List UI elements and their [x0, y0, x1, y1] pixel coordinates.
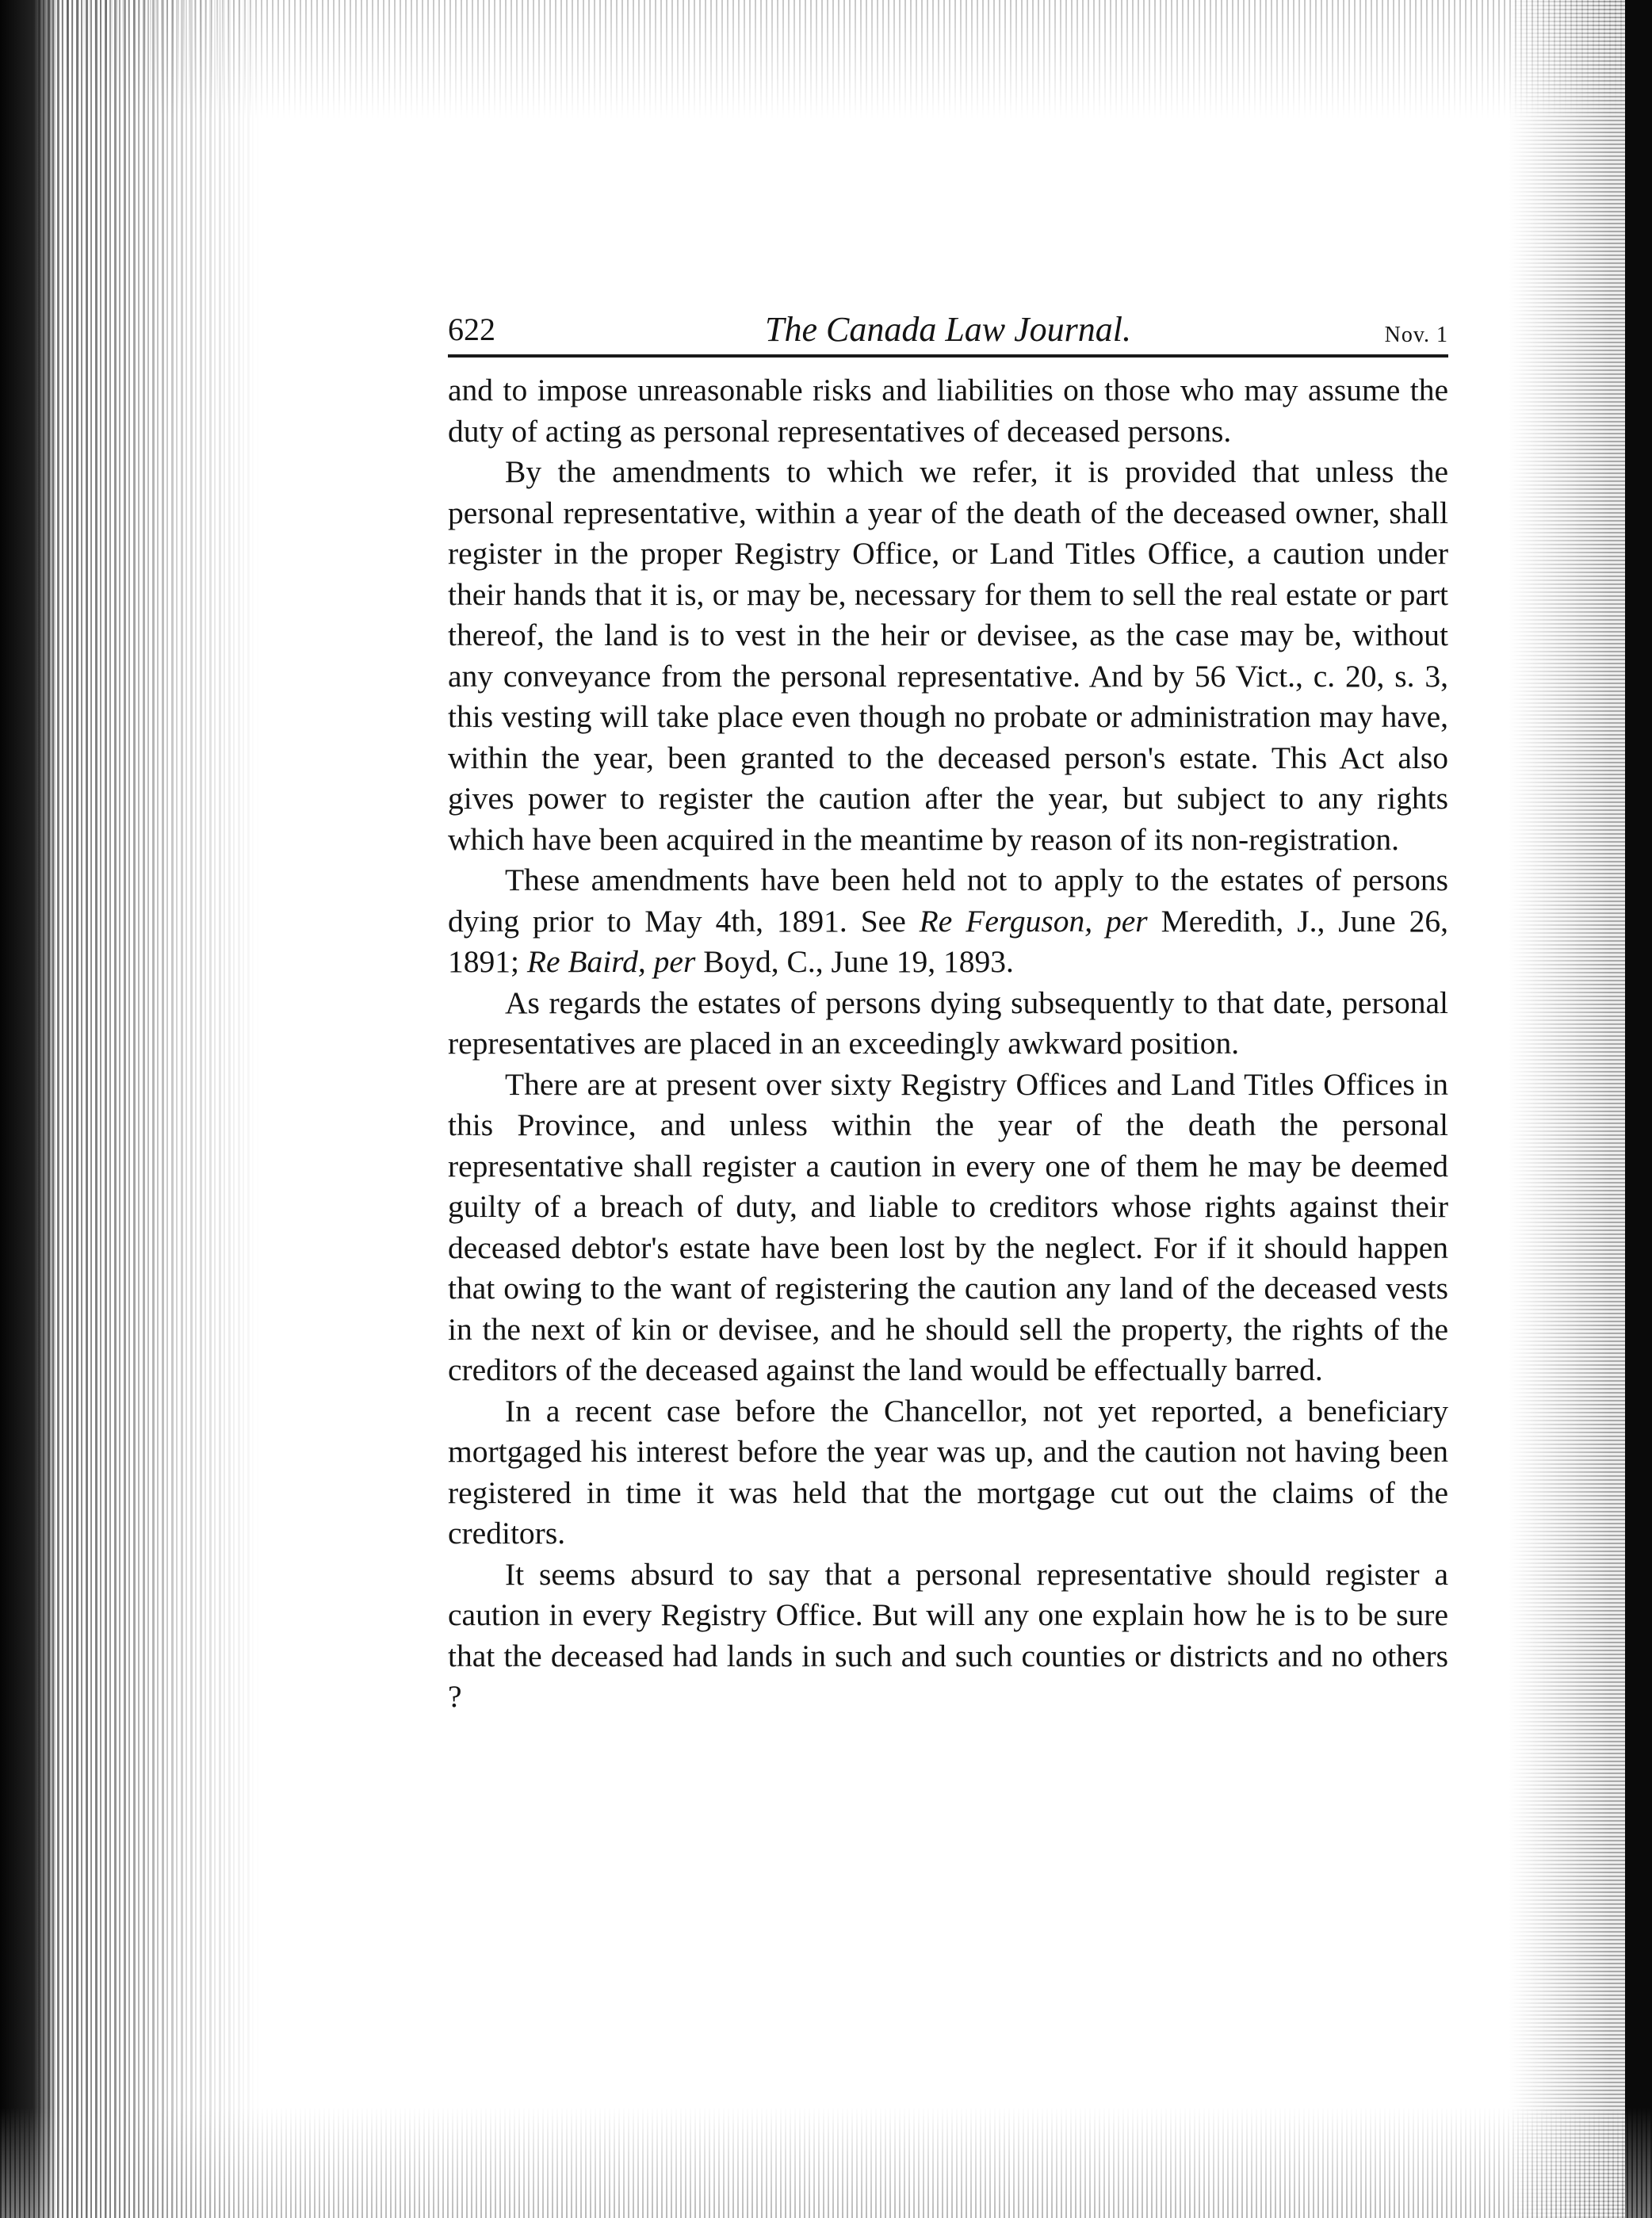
- case-citation-ferguson: Re Ferguson, per: [919, 903, 1148, 939]
- scan-edge-left-binding: [0, 0, 55, 2218]
- paragraph-7: It seems absurd to say that a personal representative should register a caution in every Registry Office. But will any one explain how he is to be sure that the deceased had lands in such and such counties or districts and no others ?: [448, 1556, 1448, 1714]
- paragraph-2: By the amendments to which we refer, it is provided that unless the personal representative, within a year of the death of the deceased owner, shall register in the proper Registry Office, or Land Titles Office, a caution under their hands that it is, or may be, necessary for them to sell the real estate or part thereof, the land is to vest in the heir or devisee, as the case may be, without any conveyance from the personal representative. And by 56 Vict., c. 20, s. 3, this vesting will take place even though no probate or administration may have, within the year, been granted to the deceased person's estate. This Act also gives power to register the caution after the year, but subject to any rights which have been acquired in the meantime by reason of its non-registration.: [448, 454, 1448, 857]
- paragraph-1: and to impose unreasonable risks and liabilities on those who may assume the duty of acting as personal representatives of deceased persons.: [448, 373, 1448, 449]
- paragraph-6: In a recent case before the Chancellor, not yet reported, a beneficiary mortgaged his interest before the year was up, and the caution not having been registered in time it was held that the mortgage cut out the claims of the creditors.: [448, 1393, 1448, 1551]
- running-head: [448, 305, 1448, 358]
- paragraph-4: As regards the estates of persons dying subsequently to that date, personal representatives are placed in an exceedingly awkward position.: [448, 985, 1448, 1061]
- paragraph-3-text-after: Boyd, C., June 19, 1893.: [695, 944, 1014, 979]
- article-body: [448, 370, 1448, 1718]
- journal-title: The Canada Law Journal.: [764, 310, 1132, 349]
- paragraph-5: There are at present over sixty Registry Offices and Land Titles Offices in this Province, and unless within the year of the death the personal representative shall register a caution in every one of them he may be deemed guilty of a breach of duty, and liable to creditors whose rights against their deceased debtor's estate have been lost by the neglect. For if it should happen that owing to the want of registering the caution any land of the deceased vests in the next of kin or devisee, and he should sell the property, the rights of the creditors of the deceased against the land would be effectually barred.: [448, 1066, 1448, 1387]
- paragraph-3: [448, 860, 1448, 983]
- journal-page: [448, 305, 1448, 1718]
- case-citation-per: per: [653, 944, 696, 979]
- paragraph-3-text-before: These amendments have been held not to apply to the estates of persons dying prior to May 4th, 1891. See: [448, 862, 1448, 939]
- paragraph-3-space: [646, 944, 654, 979]
- paragraph-3-text-middle: Meredith, J., June 26, 1891;: [448, 903, 1448, 979]
- page-number: 622: [448, 312, 495, 347]
- issue-date: Nov. 1: [1384, 323, 1448, 347]
- scan-edge-bottom: [0, 2107, 1652, 2218]
- case-citation-baird: Re Baird,: [526, 944, 646, 979]
- scan-edge-right-border: [1625, 0, 1652, 2218]
